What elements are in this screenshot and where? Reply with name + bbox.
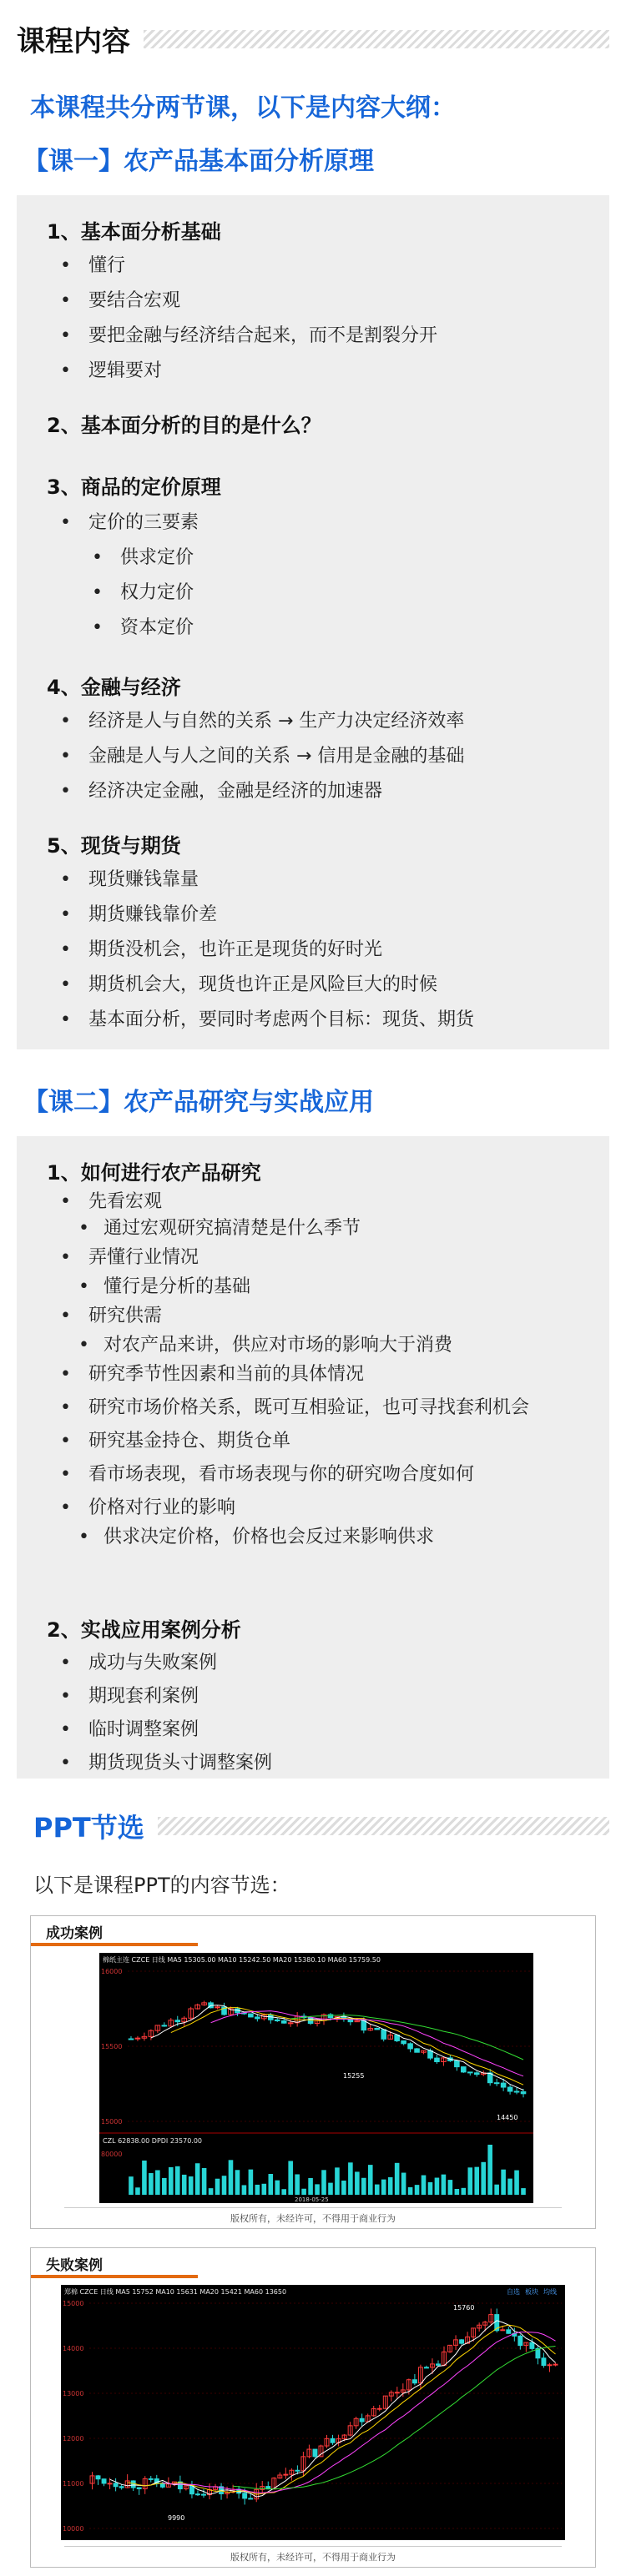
- volume-bar: [281, 2189, 286, 2195]
- volume-bar: [462, 2188, 467, 2195]
- list-item: • 期货现货头寸调整案例: [48, 1747, 272, 1780]
- list-item: • 看市场表现，看市场表现与你的研究吻合度如何: [48, 1458, 529, 1492]
- section-title: PPT节选: [33, 1812, 144, 1844]
- chart-toolbar-link: 均线: [543, 2288, 557, 2296]
- candle-body: [175, 2020, 180, 2022]
- slide-accent-bar: [31, 1943, 198, 1946]
- y-tick-label: 10000: [63, 2525, 84, 2533]
- candle-body: [114, 2483, 118, 2487]
- list-item: • 研究供需: [48, 1300, 529, 1333]
- volume-bar: [442, 2175, 447, 2195]
- candle-body: [202, 2494, 206, 2495]
- candle-body: [530, 2342, 534, 2348]
- volume-bar: [288, 2161, 293, 2195]
- list-item: • 成功与失败案例: [48, 1647, 272, 1680]
- candle-body: [428, 2050, 433, 2058]
- volume-bar: [474, 2167, 479, 2195]
- decorative-hatch: [158, 1817, 609, 1835]
- volume-bar: [381, 2180, 386, 2195]
- y-tick-label: 13000: [63, 2390, 84, 2397]
- group-heading: 1、基本面分析基础: [47, 220, 221, 244]
- volume-bar: [507, 2179, 512, 2195]
- chart-canvas: [99, 1953, 533, 2203]
- candle-body: [96, 2476, 100, 2479]
- candle-body: [381, 2030, 386, 2039]
- volume-header: CZL 62838.00 DPDI 23570.00: [103, 2137, 202, 2145]
- candlestick-chart-failure: [61, 2285, 565, 2540]
- list-item: • 研究市场价格关系，既可互相验证，也可寻找套利机会: [48, 1391, 529, 1425]
- moving-average-line: [233, 2347, 555, 2489]
- list-item: • 经济是人与自然的关系 → 生产力决定经济效率: [48, 704, 464, 739]
- candle-body: [401, 2040, 406, 2043]
- candle-body: [119, 2487, 124, 2488]
- volume-bar: [255, 2185, 260, 2195]
- volume-bar: [375, 2185, 380, 2195]
- slide-title: 成功案例: [46, 1925, 103, 1942]
- volume-bar: [415, 2185, 420, 2195]
- group-heading: 4、金融与经济: [47, 676, 181, 699]
- candle-body: [514, 2091, 519, 2092]
- candle-body: [313, 2449, 317, 2457]
- volume-bar: [209, 2188, 214, 2195]
- chart-toolbar-link: 板块: [525, 2288, 538, 2296]
- candle-body: [521, 2091, 526, 2093]
- volume-bar: [268, 2174, 273, 2195]
- candle-body: [494, 2083, 499, 2084]
- moving-average-line: [151, 2005, 523, 2090]
- lesson2-outline-card: [17, 1136, 609, 1779]
- list-item: • 现货赚钱靠量: [48, 863, 474, 898]
- candle-body: [548, 2365, 552, 2366]
- candle-body: [460, 2340, 464, 2343]
- y-tick-label: 15000: [101, 2118, 123, 2126]
- volume-bar: [249, 2170, 254, 2195]
- lesson1-outline-card: [17, 195, 609, 1049]
- candle-body: [255, 2017, 260, 2019]
- candle-body: [189, 2486, 194, 2494]
- volume-bar: [341, 2181, 346, 2195]
- sub-list-item: • 通过宏观研究搞清楚是什么季节: [67, 1216, 529, 1241]
- candle-body: [467, 2072, 472, 2073]
- volume-bar: [182, 2175, 187, 2195]
- volume-bar: [455, 2189, 460, 2195]
- lesson1-title: 【课一】农产品基本面分析原理: [23, 147, 374, 176]
- volume-bar: [487, 2145, 492, 2195]
- section-header-ppt: [0, 1807, 626, 1845]
- slide-footer-rule: [64, 2546, 562, 2547]
- volume-bar: [175, 2166, 180, 2195]
- list-item: • 懂行: [48, 249, 437, 284]
- y-tick-label: 16000: [101, 1968, 123, 1975]
- candle-body: [160, 2483, 164, 2487]
- sub-list-item: • 资本定价: [80, 611, 199, 646]
- moving-average-line: [110, 2321, 556, 2497]
- volume-bar: [169, 2167, 174, 2195]
- y-tick-label: 15500: [101, 2043, 123, 2050]
- chart-canvas: [61, 2285, 565, 2540]
- chart-header: 棉纸主连 CZCE 日线 MA5 15305.00 MA10 15242.50 MA20 15380.10 MA60 15759.50: [103, 1956, 381, 1964]
- list-item: • 研究季节性因素和当前的具体情况: [48, 1358, 529, 1391]
- candle-body: [377, 2408, 381, 2409]
- candle-body: [424, 2367, 428, 2368]
- price-annotation: 14450: [497, 2114, 518, 2121]
- list-item: • 定价的三要素: [48, 506, 199, 541]
- candle-body: [249, 2014, 254, 2017]
- candle-body: [215, 2007, 220, 2008]
- candle-body: [129, 2039, 134, 2040]
- volume-bar: [308, 2178, 313, 2195]
- volume-bar: [149, 2173, 154, 2195]
- volume-bar: [494, 2185, 499, 2195]
- slide-footer: 版权所有，未经许可，不得用于商业行为: [230, 2552, 396, 2563]
- candle-body: [295, 2470, 300, 2471]
- date-label: 2018-05-25: [295, 2196, 329, 2203]
- candle-body: [395, 2035, 400, 2041]
- volume-bar: [275, 2181, 280, 2195]
- volume-bar: [315, 2184, 320, 2195]
- sub-list-item: • 权力定价: [80, 576, 199, 611]
- list-item: • 期货机会大，现货也许正是风险巨大的时候: [48, 968, 474, 1003]
- volume-bar: [229, 2160, 234, 2195]
- candle-body: [375, 2028, 380, 2029]
- list-item: • 金融是人与人之间的关系 → 信用是金融的基础: [48, 739, 464, 774]
- list-item: • 先看宏观: [48, 1188, 529, 1216]
- candle-body: [412, 2380, 416, 2383]
- volume-bar: [235, 2170, 240, 2195]
- candlestick-chart-success: [99, 1953, 533, 2203]
- volume-bar: [215, 2179, 220, 2195]
- slide-header: [31, 1916, 595, 1948]
- y-tick-label: 12000: [63, 2435, 84, 2443]
- list-item: • 临时调整案例: [48, 1713, 272, 1747]
- group-heading: 5、现货与期货: [47, 834, 181, 858]
- volume-bar: [368, 2165, 373, 2195]
- volume-y-label: 80000: [101, 2151, 123, 2158]
- volume-bar: [335, 2167, 340, 2195]
- volume-bar: [202, 2168, 207, 2195]
- sub-list-item: • 供求定价: [80, 541, 199, 576]
- candle-body: [249, 2498, 253, 2499]
- volume-bar: [428, 2182, 433, 2195]
- slide-footer-rule: [64, 2207, 562, 2208]
- chart-header: 郑棉 CZCE 日线 MA5 15752 MA10 15631 MA20 15421 MA60 13650: [64, 2288, 287, 2296]
- list-item: • 要把金融与经济结合起来，而不是割裂分开: [48, 319, 437, 354]
- volume-bar: [501, 2170, 506, 2195]
- candle-body: [395, 2392, 399, 2393]
- candle-body: [474, 2073, 479, 2075]
- volume-bar: [135, 2187, 140, 2195]
- candle-body: [507, 2330, 511, 2333]
- group-heading: 2、基本面分析的目的是什么？: [47, 414, 321, 437]
- y-tick-label: 15000: [63, 2300, 84, 2307]
- candle-body: [360, 2418, 364, 2422]
- volume-bar: [395, 2163, 400, 2195]
- volume-bar: [481, 2162, 486, 2195]
- candle-body: [507, 2087, 512, 2091]
- price-annotation: 9990: [168, 2514, 185, 2522]
- price-annotation: 15760: [453, 2304, 475, 2312]
- candle-body: [435, 2058, 440, 2061]
- list-item: • 研究基金持仓、期货仓单: [48, 1425, 529, 1458]
- volume-bar: [222, 2176, 227, 2195]
- sub-list-item: • 懂行是分析的基础: [67, 1275, 529, 1300]
- group-heading: 3、商品的定价原理: [47, 475, 221, 499]
- volume-bar: [195, 2163, 200, 2195]
- group-heading: 1、如何进行农产品研究: [47, 1161, 261, 1185]
- candle-body: [415, 2049, 420, 2052]
- volume-bar: [521, 2188, 526, 2195]
- volume-bar: [435, 2178, 440, 2195]
- candle-body: [462, 2067, 467, 2072]
- volume-bar: [162, 2178, 167, 2195]
- volume-bar: [328, 2183, 333, 2195]
- candle-body: [243, 2493, 247, 2498]
- volume-bar: [142, 2161, 147, 2195]
- ppt-description: 以下是课程PPT的内容节选：: [33, 1874, 290, 1897]
- candle-body: [102, 2479, 106, 2483]
- volume-bar: [422, 2176, 427, 2195]
- y-tick-label: 11000: [63, 2480, 84, 2488]
- price-annotation: 15255: [343, 2072, 365, 2080]
- list-item: • 期现套利案例: [48, 1680, 272, 1713]
- volume-bar: [321, 2170, 326, 2195]
- volume-bar: [129, 2176, 134, 2195]
- volume-bar: [448, 2180, 453, 2195]
- candle-body: [501, 2083, 506, 2087]
- candle-body: [518, 2336, 523, 2345]
- group-heading: 2、实战应用案例分析: [47, 1618, 241, 1642]
- candle-body: [131, 2481, 135, 2488]
- candle-body: [281, 2020, 286, 2023]
- y-tick-label: 14000: [63, 2345, 84, 2352]
- candle-body: [553, 2364, 558, 2365]
- candle-body: [149, 2478, 153, 2479]
- list-item: • 要结合宏观: [48, 284, 437, 319]
- slide-footer: 版权所有，未经许可，不得用于商业行为: [230, 2213, 396, 2224]
- volume-bar: [348, 2162, 353, 2195]
- candle-body: [437, 2364, 441, 2365]
- chart-toolbar-link: 自选: [507, 2288, 520, 2296]
- list-item: • 基本面分析，要同时考虑两个目标：现货、期货: [48, 1003, 474, 1038]
- candle-body: [108, 2483, 112, 2484]
- list-item: • 期货没机会，也许正是现货的好时光: [48, 933, 474, 968]
- volume-bar: [388, 2177, 393, 2195]
- sub-list-item: • 供求决定价格，价格也会反过来影响供求: [67, 1525, 529, 1550]
- candle-body: [455, 2060, 460, 2066]
- list-item: • 经济决定金融，金融是经济的加速器: [48, 774, 464, 809]
- list-item: • 价格对行业的影响: [48, 1492, 529, 1525]
- volume-bar: [155, 2171, 160, 2195]
- slide-title: 失败案例: [46, 2257, 103, 2274]
- volume-bar: [408, 2187, 413, 2195]
- sub-list-item: • 对农产品来讲，供应对市场的影响大于消费: [67, 1333, 529, 1358]
- candle-body: [196, 2494, 200, 2495]
- section-title: 课程内容: [17, 25, 130, 58]
- candle-body: [408, 2044, 413, 2049]
- volume-bar: [262, 2184, 267, 2195]
- candle-body: [542, 2358, 546, 2366]
- candle-body: [135, 2038, 140, 2039]
- moving-average-line: [128, 2325, 556, 2494]
- intro-text: 本课程共分两节课，以下是内容大纲：: [30, 93, 456, 123]
- volume-bar: [361, 2178, 366, 2195]
- slide-header: [31, 2248, 595, 2280]
- candle-body: [288, 2023, 293, 2024]
- candle-body: [501, 2330, 505, 2331]
- candle-body: [331, 2438, 335, 2443]
- candle-body: [361, 2020, 366, 2030]
- moving-average-line: [290, 2015, 523, 2060]
- slide-accent-bar: [31, 2275, 198, 2278]
- ppt-slide-failure: [30, 2247, 596, 2568]
- volume-bar: [242, 2185, 247, 2195]
- list-item: • 期货赚钱靠价差: [48, 898, 474, 933]
- volume-bar: [189, 2176, 194, 2195]
- ppt-slide-success: [30, 1915, 596, 2229]
- volume-bar: [301, 2189, 306, 2195]
- candle-body: [162, 2025, 167, 2026]
- volume-bar: [514, 2171, 519, 2195]
- decorative-hatch: [144, 30, 609, 48]
- section-header-course-content: [0, 18, 626, 59]
- list-item: • 逻辑要对: [48, 354, 437, 389]
- volume-bar: [355, 2171, 360, 2195]
- candle-body: [284, 2474, 288, 2475]
- lesson2-title: 【课二】农产品研究与实战应用: [23, 1088, 374, 1117]
- volume-bar: [467, 2167, 472, 2195]
- list-item: • 弄懂行业情况: [48, 1241, 529, 1275]
- volume-bar: [401, 2173, 406, 2195]
- volume-bar: [295, 2174, 300, 2195]
